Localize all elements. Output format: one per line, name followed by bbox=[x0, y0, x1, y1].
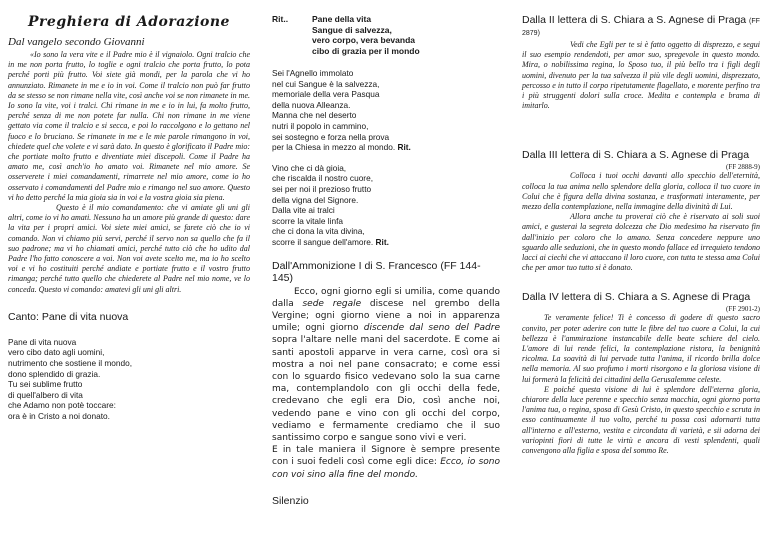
letter-2-paragraph: Vedi che Egli per te si è fatto oggetto di disprezzo, e segui il suo esempio rendendoti, per amor suo, spregevole in questo mondo. Mira, o nobilissima regina, lo Sposo tuo, il più bello tra i figli degli uomini, divenuto per la tua salvezza il più vile degli uomini, disprezzato, percosso e in tutto il corpo ripetutamente flagellato, e morente perfino tra i più struggenti dolori sulla croce. Medita e contempla e brama di imitarlo. bbox=[522, 40, 760, 111]
gospel-paragraph-2: Questo è il mio comandamento: che vi amiate gli uni gli altri, come io vi ho amati. Nessuno ha un amore più grande di questo: dare la vita per i propri amici. Voi siete miei amici, se farete ciò che io vi comando. Non vi chiamo più servi, perché il servo non sa quello che fa il suo padrone; ma vi ho chiamati amici, perché tutto ciò che ho udito dal Padre l'ho fatto conoscere a voi. Non voi avete scelto me, ma io ho scelto voi e vi ho costituiti perché andiate e portiate frutto e il vostro frutto rimanga; perché tutto quello che chiederete al Padre nel mio nome, ve lo conceda. Questo vi comando: amatevi gli uni gli altri. bbox=[8, 203, 250, 294]
song-heading: Canto: Pane di vita nuova bbox=[8, 310, 129, 323]
letter-3-ref: (FF 2888-9) bbox=[725, 163, 760, 172]
refrain bbox=[272, 14, 500, 56]
admonition-part-a: Ecco, ogni giorno egli si umilia, come quando dalla bbox=[272, 286, 500, 309]
letter-2-text bbox=[522, 40, 760, 111]
song-verse-3-text: Vino che ci dà gioia, che riscalda il nostro cuore, sei per noi il prezioso frutto della vigna del Signore. Dalla vite ai tralci scorre la vitale linfa che ci dona la vita divina, scorre il sangue dell'amore. bbox=[272, 162, 374, 247]
admonition-quote-b: discende dal seno del Padre bbox=[363, 323, 501, 334]
letter-3-text bbox=[522, 171, 760, 273]
letter-2-ref: (FF 2879) bbox=[522, 18, 760, 37]
admonition-part-d: E in tale maniera il Signore è sempre presente con i suoi fedeli così come egli dice: bbox=[272, 445, 500, 468]
letter-3-paragraph-2: Allora anche tu proverai ciò che è riservato ai soli suoi amici, e gusterai la segreta dolcezza che Dio medesimo ha riservato fin dall'inizio per coloro che lo amano. Senza concedere neppure uno sguardo alle seduzioni, che in questo mondo fallace ed irrequieto tendono lacci ai ciechi che vi attaccano il loro cuore, con tutta te stessa ama Colui che per amor tuo tutto si è donato. bbox=[522, 212, 760, 273]
silence-label: Silenzio bbox=[272, 494, 309, 507]
refrain-text: Pane della vita Sangue di salvezza, vero corpo, vera bevanda cibo di grazia per il mondo bbox=[312, 14, 420, 56]
letter-4-paragraph-1: Te veramente felice! Ti è concesso di godere di questo sacro convito, per poter aderire con tutte le fibre del tuo cuore a Colui, la cui bellezza è l'ammirazione instancabile delle beate schiere del cielo. L'amore di lui rende felici, la contemplazione ristora, la benignità ricolma. La soavità di lui pervade tutta l'anima, il ricordo brilla dolce nella memoria. Al suo profumo i morti risorgono e la gloriosa visione di lui formerà la felicità dei cittadini della Gerusalemme celeste. bbox=[522, 313, 760, 384]
column-left bbox=[0, 0, 258, 543]
letter-3-heading: Dalla III lettera di S. Chiara a S. Agnese di Praga bbox=[522, 149, 750, 162]
page-title: Preghiera di Adorazione bbox=[28, 14, 230, 30]
song-verse-2-text: Sei l'Agnello immolato nel cui Sangue è la salvezza, memoriale della vera Pasqua della nuova Alleanza. Manna che nel deserto nutri il popolo in cammino, sei sostegno e forza nella prova per la Chiesa in mezzo al mondo. bbox=[272, 68, 396, 153]
refrain-marker-2: Rit. bbox=[375, 236, 389, 247]
column-middle bbox=[258, 0, 508, 543]
letter-2-heading bbox=[522, 14, 760, 38]
admonition-heading: Dall'Ammonizione I di S. Francesco (FF 144-145) bbox=[272, 259, 481, 284]
admonition-quote-a: sede regale bbox=[302, 298, 362, 309]
column-right bbox=[508, 0, 768, 543]
letter-4-heading: Dalla IV lettera di S. Chiara a S. Agnese di Praga bbox=[522, 291, 751, 304]
letter-4-paragraph-2: E poiché questa visione di lui è splendore dell'eterna gloria, chiarore della luce perenne e specchio senza macchia, ogni giorno porta l'anima tua, o regina, sposa di Gesù Cristo, in questo specchio e scruta in esso continuamente il tuo volto, perché tu possa così adornarti tutta all'interno e all'esterno, vestita e circondata di varietà, e sii adorna dei variopinti fiori di tutte le virtù e ancora di vesti splendenti, quali convengono alla figlia e sposa del sommo Re. bbox=[522, 384, 760, 456]
refrain-marker: Rit. bbox=[397, 142, 411, 153]
letter-3-paragraph-1: Colloca i tuoi occhi davanti allo specchio dell'eternità, colloca la tua anima nello splendore della gloria, colloca il tuo cuore in Colui che è figura della divina sostanza, e trasformati interamente, per mezzo della contemplazione, nella immagine della divinità di Lui. bbox=[522, 171, 760, 212]
gospel-paragraph-1: «Io sono la vera vite e il Padre mio è il vignaiolo. Ogni tralcio che in me non porta frutto, lo toglie e ogni tralcio che porta frutto, lo pota perché porti più frutto. Voi siete già mondi, per la parola che vi ho annunziato. Rimanete in me e io in voi. Come il tralcio non può far frutto da se stesso se non rimane nella vite, così anche voi se non rimanete in me. Io sono la vite, voi i tralci. Chi rimane in me e io in lui, fa molto frutto, perché senza di me non potete far nulla. Chi non rimane in me viene gettato via come il tralcio e si secca, e poi lo raccolgono e lo gettano nel fuoco e lo bruciano. Se rimanete in me e le mie parole rimangono in voi, chiedete quel che volete e vi sarà dato. In questo è glorificato il Padre mio: che portiate molto frutto e diventiate miei discepoli. Come il Padre ha amato me, così anch'io ho amato voi. Rimanete nel mio amore. Se osserverete i miei comandamenti, rimarrete nel mio amore, come io ho osservato i comandamenti del Padre mio e rimango nel suo amore. Questo vi ho detto perché la mia gioia sia in voi e la vostra gioia sia piena. bbox=[8, 50, 250, 202]
song-verse-1: Pane di vita nuova vero cibo dato agli uomini, nutrimento che sostiene il mondo, dono splendido di grazia. Tu sei sublime frutto di quell'albero di vita che Adamo non potè toccare: ora è in Cristo a noi donato. bbox=[8, 336, 133, 422]
letter-2-title: Dalla II lettera di S. Chiara a S. Agnese di Praga bbox=[522, 14, 747, 26]
gospel-text bbox=[8, 50, 250, 295]
song-verse-2 bbox=[272, 68, 500, 153]
letter-4-ref: (FF 2901-2) bbox=[725, 305, 760, 314]
refrain-label: Rit.. bbox=[272, 14, 289, 24]
admonition-part-c: sopra l'altare nelle mani del sacerdote. E come ai santi apostoli apparve in vera carne, così ora si mostra a noi nel pane consacrato; e come essi con lo sguardo fisico vedevano solo la sua carne ma, contemplandolo con gli occhi della fede, credevano che egli era Dio, così anche noi, vedendo pane e vino con gli occhi del corpo, vediamo e fermamente crediamo che il suo santissimo corpo e sangue sono vivi e veri. bbox=[272, 335, 500, 443]
letter-4-text bbox=[522, 313, 760, 456]
gospel-heading: Dal vangelo secondo Giovanni bbox=[8, 36, 145, 48]
song-verse-3 bbox=[272, 163, 500, 248]
admonition-part-b: discese nel grembo della Vergine; ogni giorno viene a noi in apparenza umile; ogni giorno bbox=[272, 298, 500, 334]
admonition-text bbox=[272, 286, 500, 481]
admonition-quote-d: Ecco, io sono con voi sino alla fine del mondo. bbox=[272, 457, 500, 480]
